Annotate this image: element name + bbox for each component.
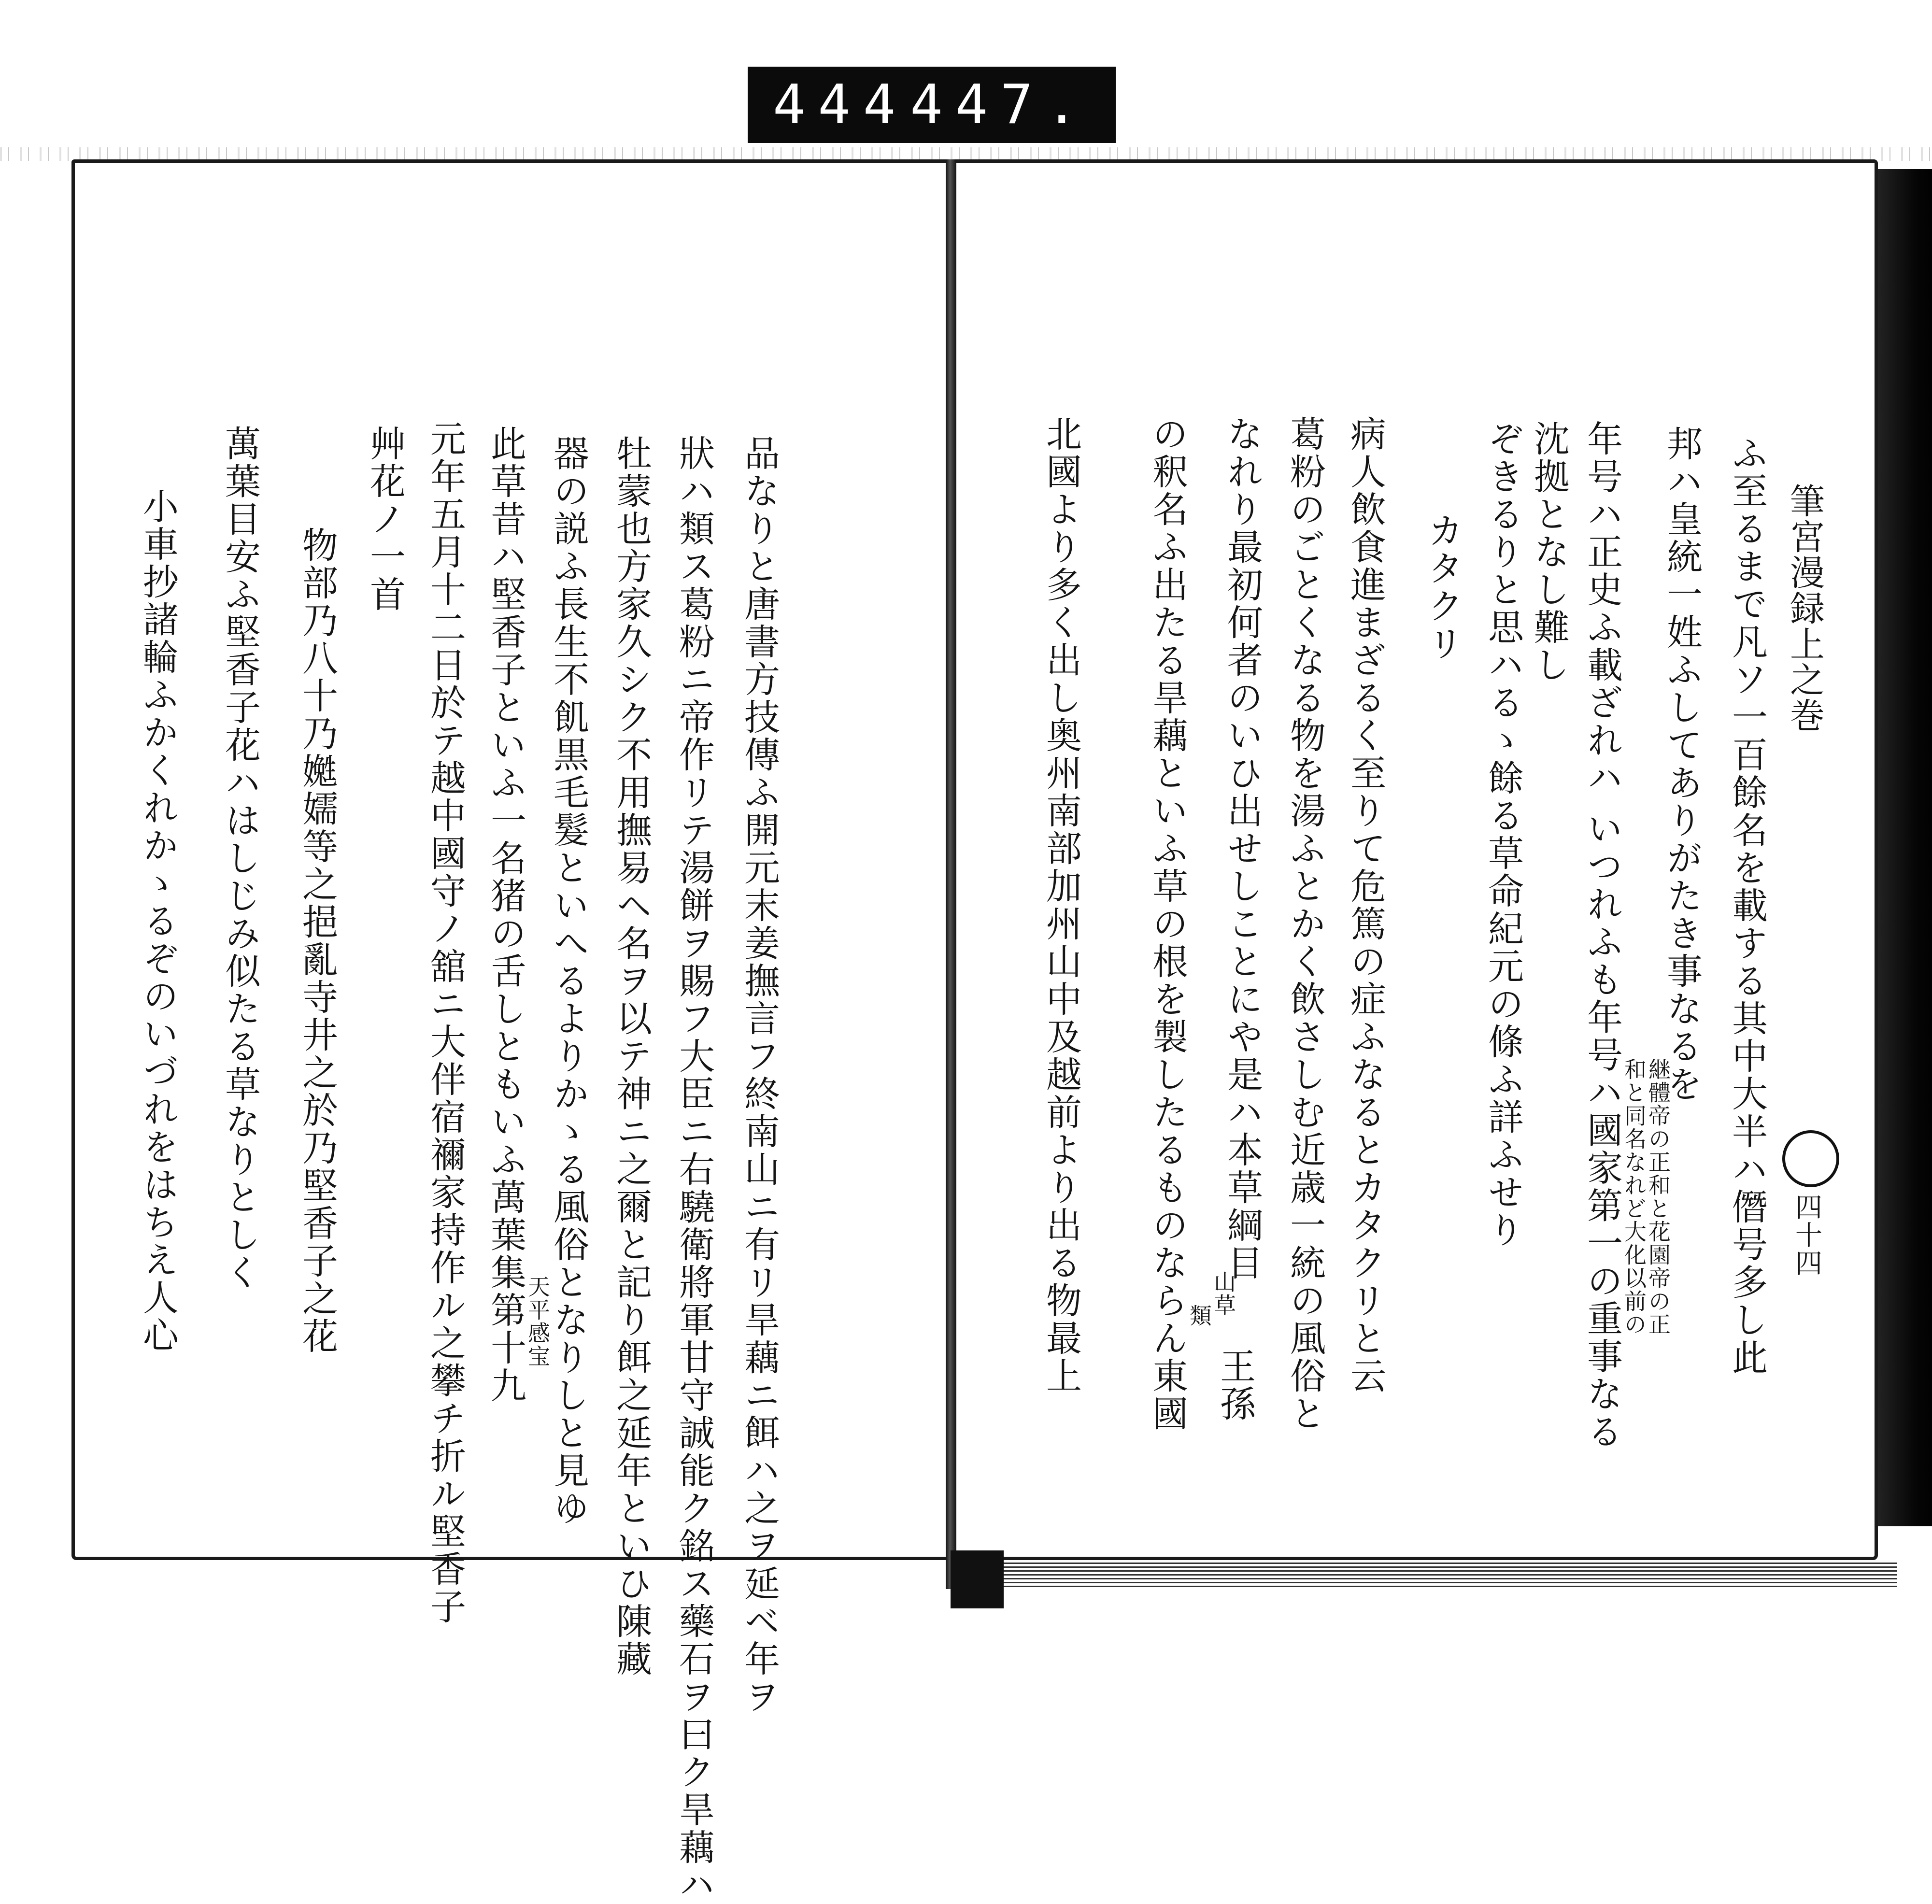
- left-col-3: 牡蒙也方家久シク不用撫易ヘ名ヲ以テ神ニ之爾と記り餌之延年といひ陳藏: [611, 435, 652, 1678]
- right-col-1: ふ至るまで凡ソ一百餘名を載する其中大半ハ僭号多し此: [1726, 435, 1768, 1377]
- right-col-9-note-a: 山草: [1210, 1270, 1236, 1317]
- left-col-8: 物部乃八十乃嬔嬬等之挹亂寺井之於乃堅香子之花: [297, 526, 338, 1355]
- left-col-6: 元年五月十二日於テ越中國守ノ舘ニ大伴宿禰家持作ル之攀チ折ル堅香子: [425, 420, 466, 1626]
- right-col-9-note-b: 類: [1186, 1304, 1212, 1327]
- right-col-10: の釈名ふ出たる旱藕といふ草の根を製したるものならん東國: [1147, 415, 1188, 1433]
- right-col-9: なれり最初何者のいひ出せしことにや是ハ本草綱目: [1222, 415, 1263, 1282]
- running-header: 筆宮漫録上之巻: [1784, 483, 1825, 733]
- left-col-2: 狀ハ類ス葛粉ニ帝作リテ湯餅ヲ賜フ大臣ニ右驍衛將軍甘守誠能ク銘ス藥石ヲ曰ク旱藕ハ: [673, 435, 715, 1904]
- right-col-2: 邦ハ皇統一姓ふしてありがたき事なるを: [1661, 425, 1703, 1103]
- left-col-7: 艸花ノ一首: [364, 425, 406, 613]
- book-gutter: [946, 159, 956, 1589]
- frame-number-tape: [748, 67, 1116, 143]
- section-heading-katakuri: カタクリ: [1422, 512, 1463, 663]
- left-col-1: 品なりと唐書方技傳ふ開元末姜撫言フ終南山ニ有リ旱藕ニ餌ハ之ヲ延ベ年ヲ: [739, 435, 780, 1716]
- left-col-9: 萬葉目安ふ堅香子花ハはしじみ似たる草なりとしく: [219, 425, 261, 1292]
- right-col-5: ぞきるりと思ハるゝ餘る草命紀元の條ふ詳ふせり: [1482, 420, 1524, 1249]
- section-circle-mark: [1782, 1130, 1839, 1187]
- right-col-9-tail: 王孫: [1214, 1348, 1256, 1423]
- binding-shadow: [951, 1550, 1004, 1608]
- right-col-3: 年号ハ正史ふ載ざれハ いつれふも年号ハ國家第一の重事なる: [1581, 420, 1623, 1451]
- right-col-11: 北國より多く出し奥州南部加州山中及越前より出る物最上: [1040, 415, 1082, 1395]
- left-col-4: 器の説ふ長生不飢黒毛髮といへるよりかゝる風俗となりしと見ゆ: [548, 435, 589, 1527]
- frame-number-left: 444: [773, 73, 909, 136]
- right-col-4: 沈拠となし難し: [1528, 420, 1570, 684]
- right-col-7: 病人飲食進まざるく至りて危篤の症ふなるとカタクリと云: [1345, 415, 1386, 1395]
- right-col-8: 葛粉のごとくなる物を湯ふとかく飲さしむ近歳一統の風俗と: [1284, 415, 1326, 1433]
- page-edge-shadow: [1878, 169, 1932, 1526]
- page-number: 四十四: [1791, 1193, 1822, 1277]
- left-col-5: 此草昔ハ堅香子といふ一名猪の舌しともいふ萬葉集第十九: [485, 425, 526, 1405]
- left-col-5-note: 天平感宝: [525, 1275, 551, 1368]
- frame-number-right: 447.: [910, 73, 1091, 136]
- left-col-10: 小車抄諸輪ふかくれかゝるぞのいづれをはちえ人心: [137, 488, 179, 1354]
- right-col-2-note-b: 和と同名なれど大化以前の: [1621, 1058, 1647, 1336]
- right-col-2-note-a: 継體帝の正和と花園帝の正: [1645, 1058, 1671, 1336]
- scan-noise-band: [0, 147, 1932, 161]
- page-stack-edge: [965, 1563, 1897, 1589]
